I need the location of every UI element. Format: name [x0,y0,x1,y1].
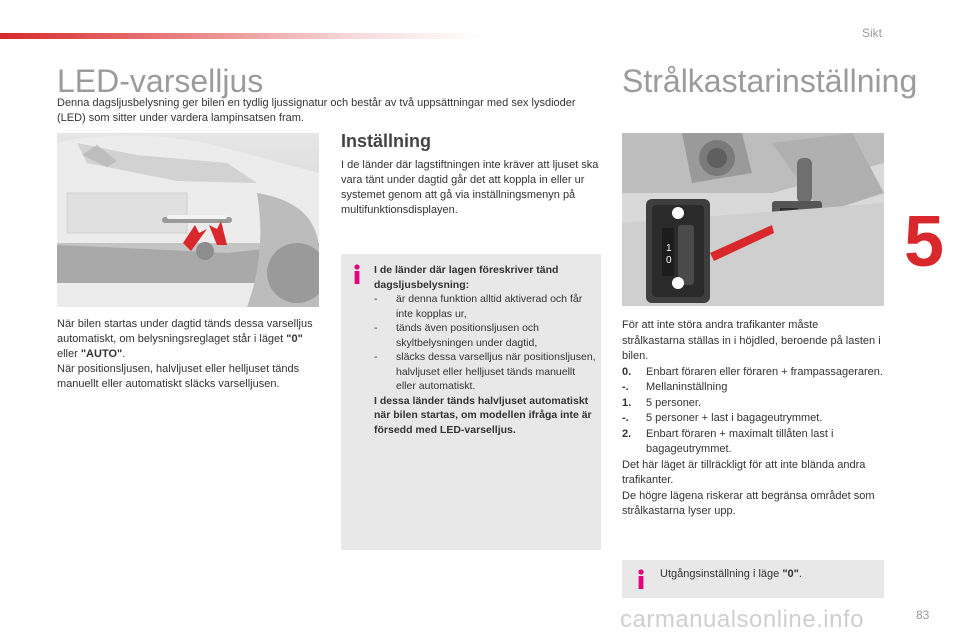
info-period: . [798,568,802,580]
led-pos-auto: "AUTO" [80,348,123,360]
setting-key: 1. [622,396,632,409]
watermark: carmanualsonline.info [620,606,864,633]
info-box [341,254,601,550]
chapter-number: 5 [904,202,945,282]
list-item [374,321,596,350]
list-dash: - [374,322,378,334]
headlamp-info-text [660,568,802,580]
setting-row [622,365,884,381]
list-item-text: tänds även positionsljusen och skyltbelysningen under dagtid, [396,322,540,349]
led-car-front-illustration [57,133,319,307]
install-heading: Inställning [341,131,431,151]
led-body-text [57,317,319,392]
setting-key: -. [622,412,629,424]
info-content [374,263,596,437]
headlamp-adjuster-illustration [622,133,884,306]
led-body-2: När positionsljusen, halvljuset eller helljuset tänds manuellt eller automatiskt släcks varselljusen. [57,363,300,390]
list-dash: - [374,351,378,363]
led-pos-0: "0" [286,333,303,345]
section-label: Sikt [861,26,882,40]
led-or: eller [57,348,81,360]
info-lead: I de länder där lagen föreskriver tänd dagsljusbelysning: [374,264,559,291]
list-item [374,292,596,321]
led-body-1: När bilen startas under dagtid tänds dessa varselljus automatiskt, om belysningsreglaget står i läget [57,318,313,345]
svg-text:1: 1 [666,243,672,254]
info-icon [350,264,364,284]
led-title: LED-varselljus [57,63,264,99]
setting-text: 5 personer + last i bagageutrymmet. [646,412,823,424]
setting-row [622,396,884,412]
led-period: . [122,348,126,360]
headlamp-outro-2: De högre lägena riskerar att begränsa området som strålkastarna lyser upp. [622,489,875,517]
info-value: "0" [782,568,799,580]
setting-text: 5 personer. [646,396,702,409]
svg-text:0: 0 [666,255,672,266]
headlamp-intro: För att inte störa andra trafikanter måste strålkastarna ställas in i höjdled, beroende på lasten i bilen. [622,319,881,362]
top-accent-bar [0,33,480,39]
setting-text: Enbart föraren eller föraren + frampassageraren. [646,365,883,378]
setting-row [622,427,884,458]
headlamp-body [622,318,884,520]
list-item [374,350,596,394]
setting-row [622,411,884,427]
page-number: 83 [916,608,930,622]
list-dash: - [374,293,378,305]
setting-key: -. [622,381,629,393]
info-closing: I dessa länder tänds halvljuset automatiskt när bilen startas, om modellen ifråga inte är försedd med LED-varselljus. [374,394,592,436]
headlamp-outro-1: Det här läget är tillräckligt för att inte blända andra trafikanter. [622,458,866,486]
info-list [374,292,596,394]
setting-key: 0. [622,365,632,378]
headlamp-info-box [622,560,884,598]
led-intro: Denna dagsljusbelysning ger bilen en tydlig ljussignatur och består av två uppsättningar med sex lysdioder (LED) som sitter under vardera lampinsatsen fram. [57,97,576,124]
install-text: I de länder där lagstiftningen inte kräver att ljuset ska vara tänt under dagtid går det att koppla in eller ur systemet genom att gå via inställningsmenyn på multifunktionsdisplayen. [341,159,599,216]
setting-row [622,380,884,396]
info-icon [634,569,648,589]
info-label: Utgångsinställning i läge [660,568,783,580]
setting-text: Mellaninställning [646,381,728,393]
headlamp-title: Strålkastarinställning [622,63,918,99]
setting-text: Enbart föraren + maximalt tillåten last i bagageutrymmet. [646,427,834,455]
list-item-text: släcks dessa varselljus när positionsljusen, halvljuset eller helljuset tänds manuellt eller automatiskt. [396,351,596,392]
setting-key: 2. [622,427,632,440]
list-item-text: är denna funktion alltid aktiverad och får inte kopplas ur, [396,293,583,320]
